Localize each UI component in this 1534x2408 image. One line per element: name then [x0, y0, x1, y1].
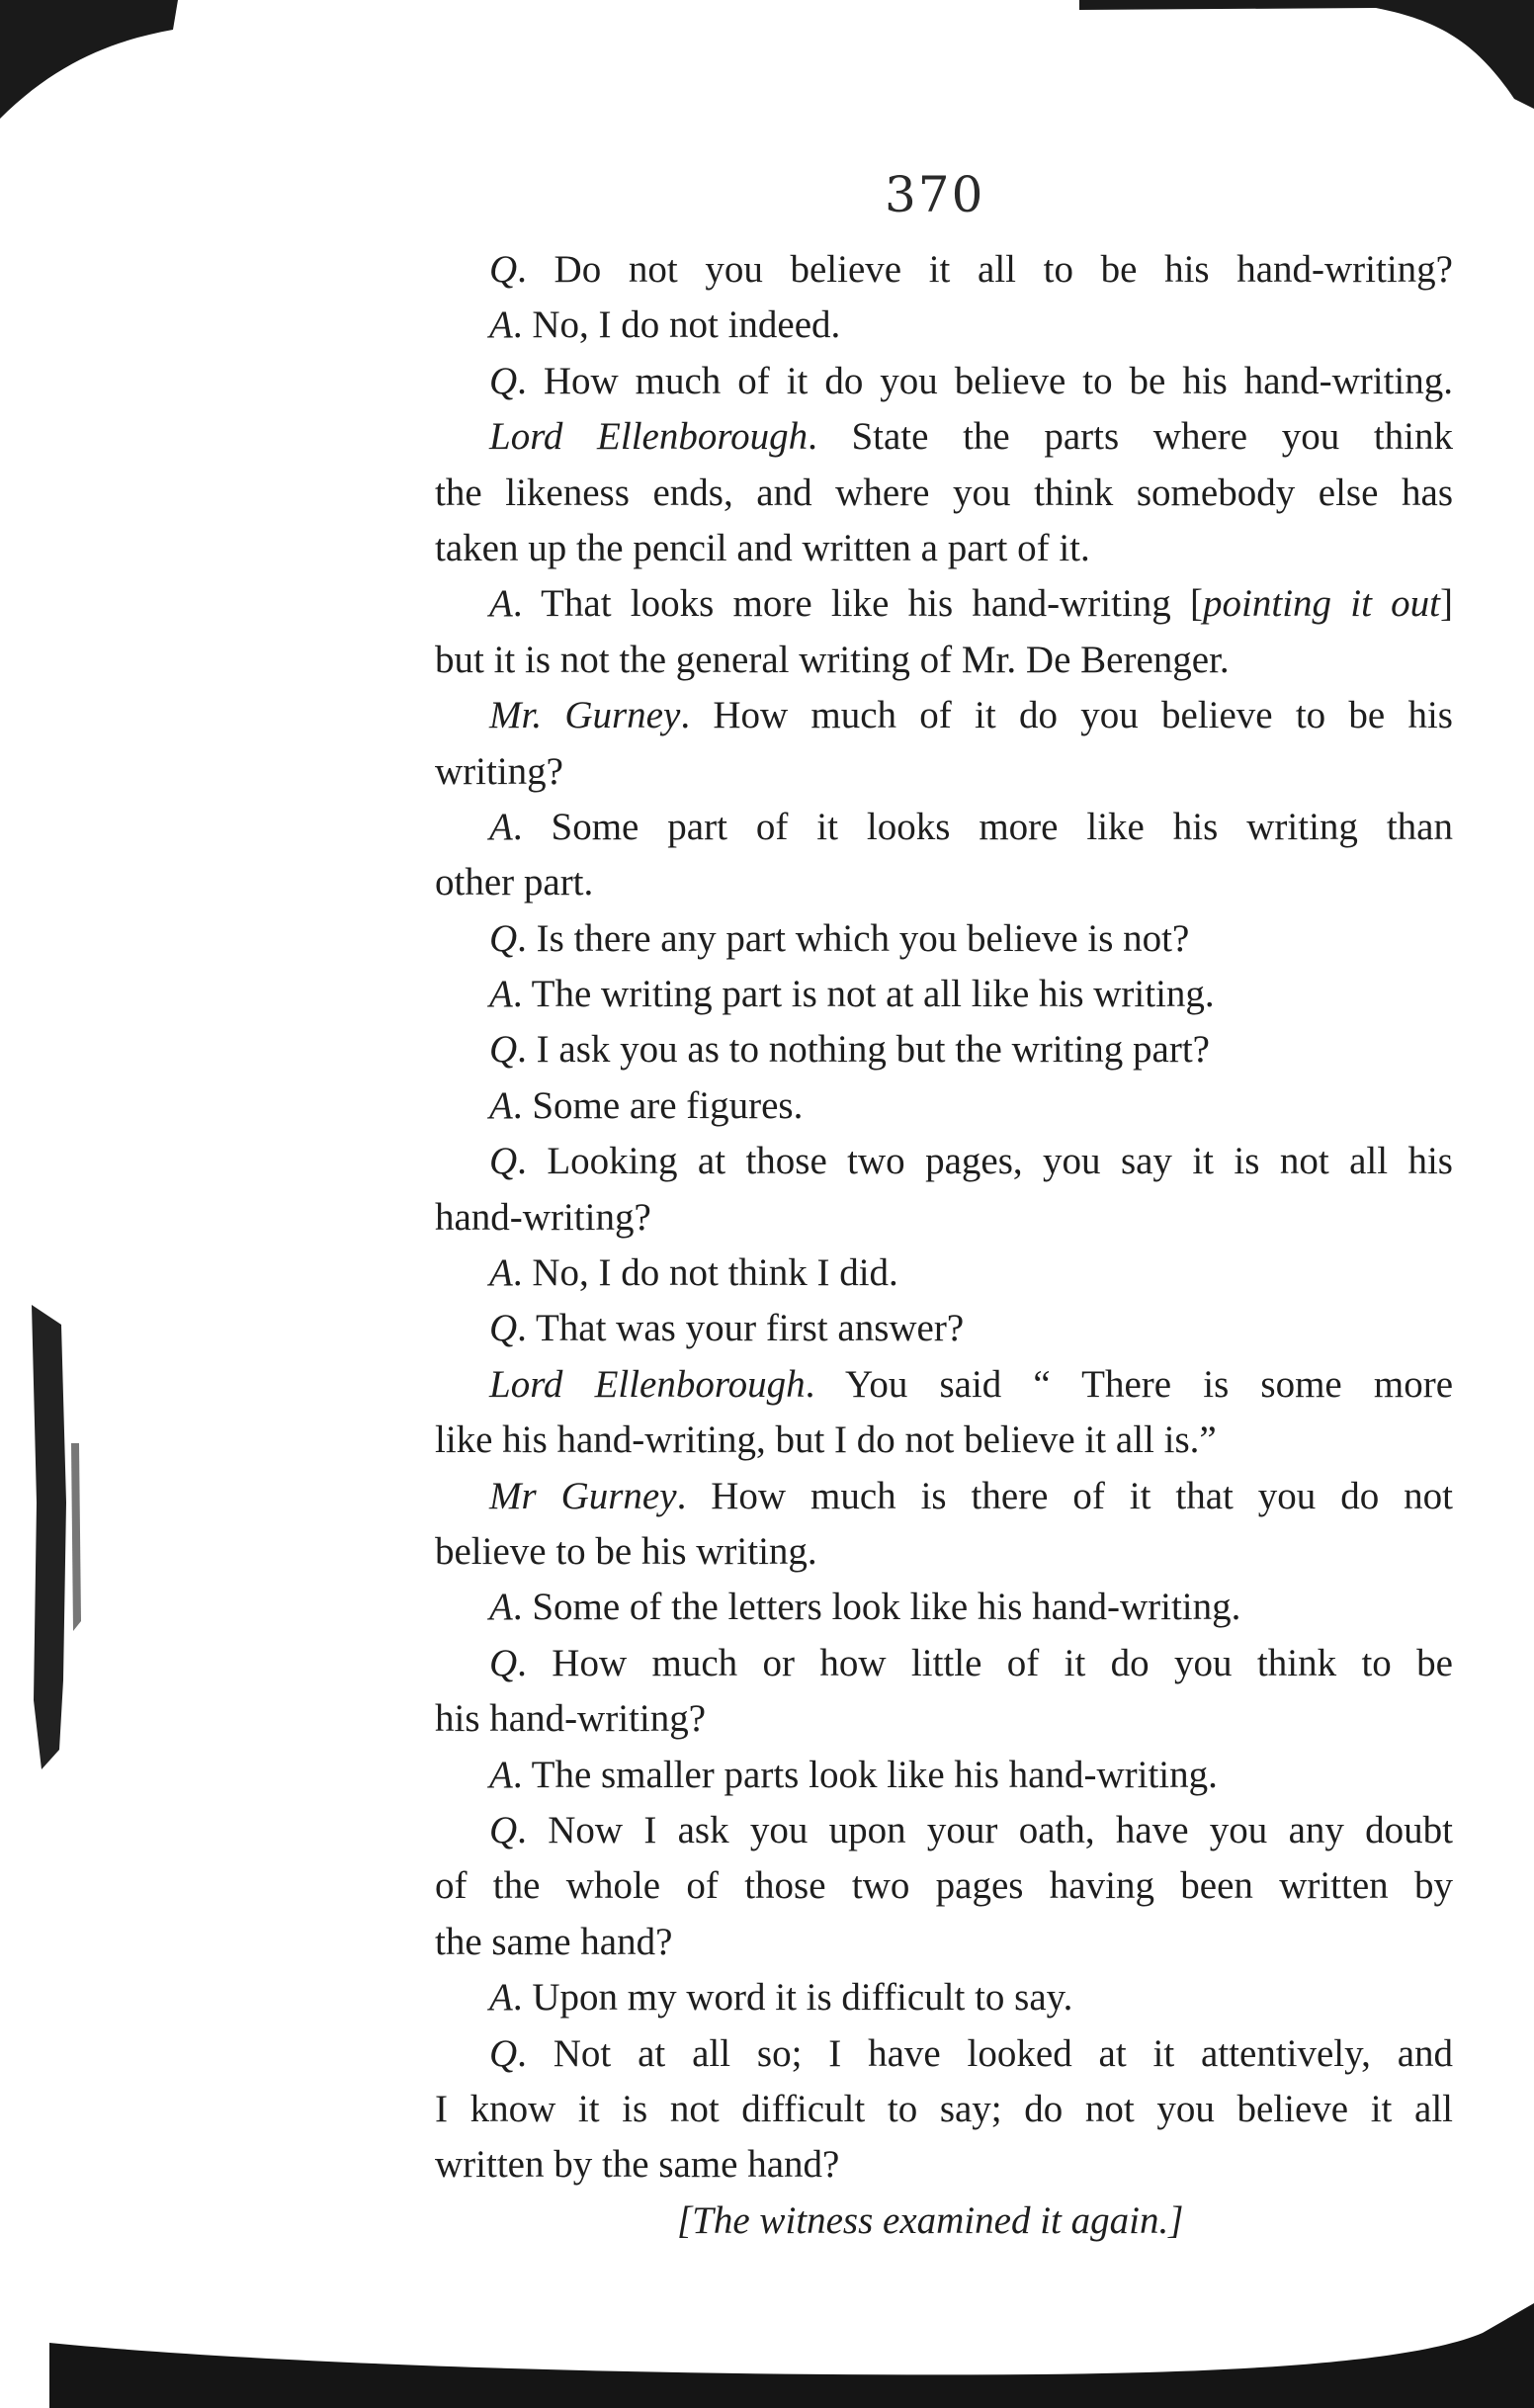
qa-label: A: [489, 582, 513, 626]
qa-label: Q: [489, 2031, 518, 2075]
text-line: [435, 1970, 1453, 2025]
scan-smudge-left: [22, 1305, 101, 1769]
text-line: [435, 409, 1453, 465]
text-line: [435, 1915, 1453, 1970]
text-line: [435, 2082, 1453, 2137]
speaker-name: Lord Ellenborough: [489, 1362, 806, 1406]
text-line: [435, 800, 1453, 855]
text-line: [435, 466, 1453, 521]
text-line: [435, 1524, 1453, 1580]
line-text: other part.: [435, 861, 594, 904]
qa-label: A: [489, 805, 513, 848]
line-text: . Some part of it looks more like his writing than: [512, 805, 1453, 848]
text-line: [435, 1636, 1453, 1691]
qa-label: A: [489, 1753, 513, 1796]
qa-label: A: [489, 1251, 513, 1295]
text-line: [435, 521, 1453, 576]
text-line: [435, 1803, 1453, 1858]
line-text: his hand-writing?: [435, 1697, 707, 1741]
text-line: [435, 1580, 1453, 1635]
line-text: . Not at all so; I have looked at it attentively, and: [517, 2031, 1453, 2075]
line-text: . State the parts where you think: [808, 415, 1453, 459]
line-text: . How much of it do you believe to be his hand-writing.: [517, 359, 1453, 402]
inline-note: pointing it out: [1203, 582, 1440, 626]
line-text: . Do not you believe it all to be his hand-writing?: [517, 248, 1453, 291]
text-line: [435, 1078, 1453, 1134]
line-text: . The smaller parts look like his hand-writing.: [512, 1753, 1218, 1796]
line-text: . How much or how little of it do you think to be: [517, 1641, 1453, 1684]
speaker-name: Mr Gurney: [489, 1474, 677, 1517]
line-text: like his hand-writing, but I do not believe it all is.”: [435, 1419, 1217, 1462]
scan-shadow-top-right: [1079, 0, 1534, 109]
line-text: . How much is there of it that you do not: [676, 1474, 1453, 1517]
line-text: the likeness ends, and where you think somebody else has: [435, 471, 1453, 514]
line-text: . That looks more like his hand-writing [: [512, 582, 1204, 626]
text-line: [435, 1190, 1453, 1246]
text-line: [435, 1246, 1453, 1301]
text-line: [435, 744, 1453, 800]
qa-label: A: [489, 303, 513, 347]
speaker-name: Lord Ellenborough: [489, 415, 809, 459]
line-text: writing?: [435, 749, 563, 793]
text-line: [435, 1413, 1453, 1468]
text-line: [435, 1691, 1453, 1747]
text-line: [435, 688, 1453, 743]
qa-label: A: [489, 1083, 513, 1127]
line-text: . Looking at those two pages, you say it is not all his: [517, 1140, 1453, 1183]
scan-bottom-edge: [49, 2303, 1534, 2408]
line-text: . Now I ask you upon your oath, have you any doubt: [517, 1808, 1453, 1851]
text-line: [435, 1469, 1453, 1524]
line-text: believe to be his writing.: [435, 1529, 817, 1573]
line-text: but it is not the general writing of Mr. De Berenger.: [435, 638, 1230, 681]
text-line: [435, 967, 1453, 1022]
text-line: [435, 911, 1453, 967]
qa-label: Q: [489, 1641, 518, 1684]
text-line: [435, 576, 1453, 632]
line-text: . Some are figures.: [512, 1083, 804, 1127]
line-text: . That was your first answer?: [517, 1307, 965, 1350]
stage-direction: [The witness examined it again.]: [677, 2198, 1184, 2242]
text-line: [435, 242, 1453, 298]
text-line: [435, 855, 1453, 910]
line-text: . How much of it do you believe to be his: [680, 694, 1453, 737]
line-text: . You said “ There is some more: [805, 1362, 1453, 1406]
text-line: [435, 2137, 1453, 2193]
qa-label: Q: [489, 248, 518, 291]
qa-label: Q: [489, 1307, 518, 1350]
speaker-name: Mr. Gurney: [489, 694, 681, 737]
qa-label: A: [489, 973, 513, 1016]
text-line: [435, 1022, 1453, 1077]
text-line: [435, 1357, 1453, 1413]
line-text: taken up the pencil and written a part of it.: [435, 526, 1090, 569]
qa-label: A: [489, 1586, 513, 1629]
qa-label: Q: [489, 1808, 518, 1851]
qa-label: Q: [489, 1140, 518, 1183]
line-text: . I ask you as to nothing but the writing part?: [517, 1028, 1210, 1072]
line-text: . The writing part is not at all like his writing.: [512, 973, 1215, 1016]
text-line: [435, 1748, 1453, 1803]
line-text: I know it is not difficult to say; do not you believe it all: [435, 2087, 1453, 2130]
text-line: [435, 2026, 1453, 2082]
text-body: [435, 242, 1453, 2249]
text-line: [435, 1858, 1453, 1914]
scan-shadow-top-left: [0, 0, 178, 129]
line-text: . Upon my word it is difficult to say.: [512, 1976, 1073, 2020]
line-text: written by the same hand?: [435, 2143, 840, 2187]
line-text: hand-writing?: [435, 1195, 651, 1239]
line-text: . Is there any part which you believe is not?: [517, 916, 1190, 960]
line-text: . No, I do not indeed.: [512, 303, 841, 347]
line-text: of the whole of those two pages having been written by: [435, 1864, 1453, 1908]
text-line: [435, 633, 1453, 688]
qa-label: Q: [489, 916, 518, 960]
line-text: . Some of the letters look like his hand-writing.: [512, 1586, 1241, 1629]
page-number: 370: [885, 166, 985, 223]
line-text: the same hand?: [435, 1920, 673, 1963]
text-line: [435, 354, 1453, 409]
line-text: ]: [1440, 582, 1453, 626]
line-text: . No, I do not think I did.: [512, 1251, 898, 1295]
text-line: [435, 1134, 1453, 1189]
qa-label: A: [489, 1976, 513, 2020]
qa-label: Q: [489, 359, 518, 402]
text-line: [435, 1301, 1453, 1356]
qa-label: Q: [489, 1028, 518, 1072]
text-line: [435, 298, 1453, 353]
